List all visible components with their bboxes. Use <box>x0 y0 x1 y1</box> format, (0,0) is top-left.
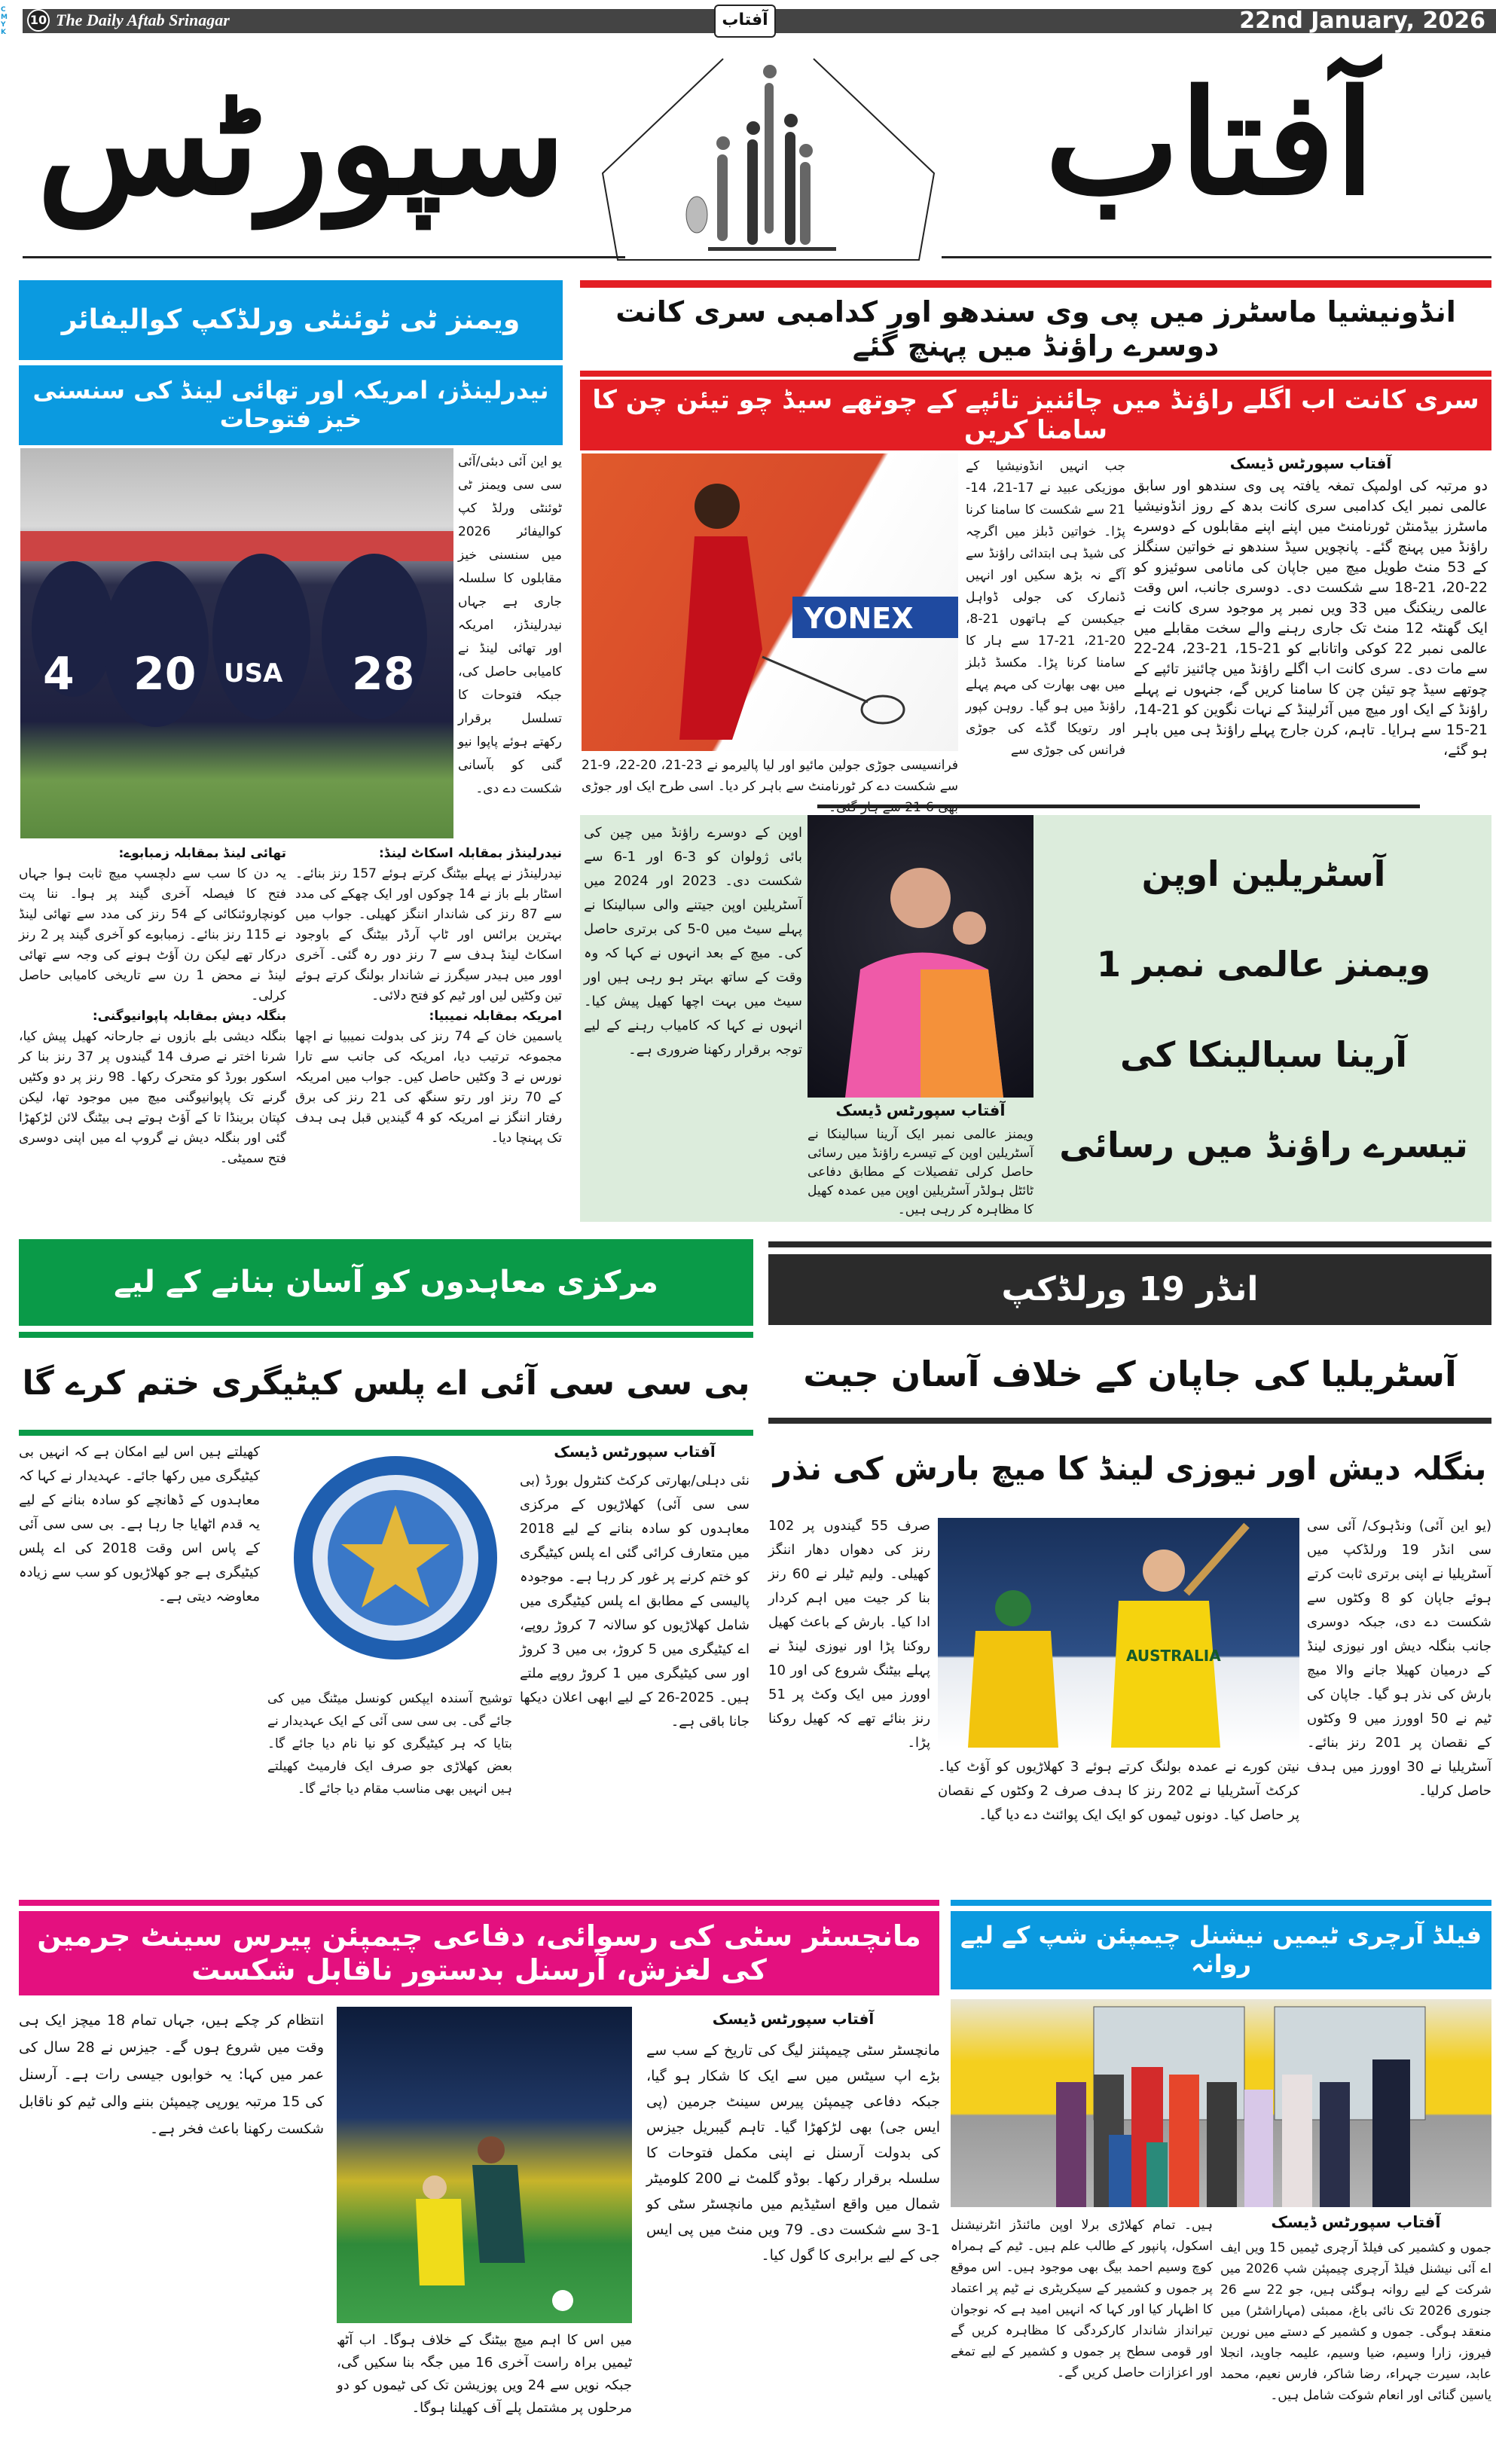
black-rule <box>768 1241 1491 1247</box>
u19-kicker <box>768 1254 1491 1325</box>
headline-line-text: تیسرے راؤنڈ میں رسائی <box>1059 1124 1468 1165</box>
u19-column-2: صرف 55 گیندوں پر 102 رنز کی دھواں دھار اننگز کھیلی۔ ولیم ٹیلر نے 60 رنز بنا کر جیت میں اہم کردار ادا کیا۔ بارش کے باعث کھیل روکنا پڑا اور نیوزی لینڈ نے پہلے بیٹنگ شروع کی اور 10 اوورز میں ایک وکٹ پر 51 رنز بنائے تھے کہ کھیل روکنا پڑا۔ <box>768 1518 931 1751</box>
indonesia-column-1: دو مرتبہ کی اولمپک تمغہ یافتہ پی وی سندھو اور سابق عالمی نمبر ایک کدامبی سری کانت بدھ کے روز انڈونیشیا ماسٹرز بیڈمنٹن ٹورنامنٹ میں اپنے اپنے مقابلوں کے دوسرے راؤنڈ میں پہنچ گئے۔ پانچویں سیڈ سندھو نے خواتین سنگلز کے 53 منٹ طویل میچ میں جاپان کی مانامی سوئیزو کو 22-20، 21-18 سے شکست دی۔ دوسری جانب، اس وقت عالمی رینکنگ میں 33 ویں نمبر پر موجود سری کانت نے ایک گھنٹہ 12 منٹ تک جاری رہنے والے سخت مقابلے میں عالمی نمبر 22 کوکی واتانابے کو 21-15، 21-23، 24-22 سے مات دی۔ سری کانت اب اگلے راؤنڈ میں چائنیز تائپے کے چوتھے سیڈ چو تیئن چن کا سامنا کریں گے، جنہوں نے پہلے راؤنڈ کے ایک اور میچ میں آئرلینڈ کے نہات نگوین کو 21-14، 21-15 سے ہرایا۔ تاہم، کرن جارج پہلے راؤنڈ ہی میں باہر ہو گئے، <box>1134 478 1488 759</box>
bcci-logo <box>290 1445 501 1678</box>
sabalenka-desk-byline: آفتاب سپورٹس ڈیسک <box>835 1101 1006 1119</box>
blue-rule <box>951 1900 1491 1906</box>
headline-text: مانچسٹر سٹی کی رسوائی، دفاعی چیمپئن پیرس سینٹ جرمین کی لغزش، آرسنل بدستور ناقابل شکست <box>37 1919 921 1986</box>
section-title: بنگلہ دیش بمقابلہ پاپوانیوگنی: <box>92 1009 286 1024</box>
headline-line <box>1040 829 1488 919</box>
archery-headline <box>951 1911 1491 1989</box>
bcci-desk-byline: آفتاب سپورٹس ڈیسک <box>554 1443 716 1461</box>
paper-name: The Daily Aftab Srinagar <box>56 11 230 29</box>
headline-line <box>1040 919 1488 1009</box>
bcci-headline <box>19 1342 753 1425</box>
section-title: امریکہ بمقابلہ نمیبیا: <box>429 1009 562 1024</box>
indonesia-subhead <box>580 380 1491 450</box>
indonesia-headline <box>580 291 1491 368</box>
red-rule <box>580 280 1491 288</box>
masthead-rule-left <box>23 256 625 258</box>
masthead-aftab: آفتاب <box>1045 59 1375 227</box>
black-rule <box>768 1418 1491 1424</box>
womens-t20-headline <box>19 365 563 445</box>
u19-column-1: (یو این آئی) ونڈہوک/ آئی سی سی انڈر 19 ورلڈکپ میں آسٹریلیا نے اپنی برتری ثابت کرتے ہوئے جاپان کو 8 وکٹوں سے شکست دے دی، جبکہ دوسری جانب بنگلہ دیش اور نیوزی لینڈ کے درمیان کھیلا جانے والا میچ بارش کی نذر ہو گیا۔ جاپان کی ٹیم نے 50 اوورز میں 9 وکٹوں کے نقصان پر 201 رنز بنائے۔ آسٹریلیا نے 30 اوورز میں ہدف حاصل کرلیا۔ <box>1307 1518 1492 1799</box>
headline-line-text: ویمنز عالمی نمبر 1 <box>1097 943 1431 985</box>
section-title: نیدرلینڈز بمقابلہ اسکاٹ لینڈ: <box>378 846 562 861</box>
indonesia-column-3: فرانسیسی جوڑی جولین مائیو اور لیا پالیرمو نے 23-21، 20-22، 9-21 سے شکست دے کر ٹورنامنٹ سے باہر کر دیا۔ اسی طرح ایک اور جوڑی <box>582 758 959 794</box>
players-silhouettes <box>20 448 453 838</box>
bcci-column-3: کھیلتے ہیں اس لیے امکان ہے کہ انہیں بی کیٹیگری میں رکھا جائے۔ عہدیدار نے کہا کہ معاہدوں کے ڈھانچے کو سادہ بنانے کے لیے یہ قدم اٹھایا جا رہا ہے۔ بی سی سی آئی کے پاس اس وقت 2018 کی اے پلس کیٹیگری ہے جو کھلاڑیوں کو سب سے زیادہ معاوضہ دیتی ہے۔ <box>19 1444 260 1605</box>
kicker-text: انڈر 19 ورلڈکپ <box>1001 1270 1259 1309</box>
section-divider <box>817 805 1420 808</box>
archery-team-photo <box>951 1999 1491 2207</box>
kicker-text: ویمنز ٹی ٹوئنٹی ورلڈکپ کوالیفائر <box>61 304 521 335</box>
football-match-photo <box>337 2007 632 2323</box>
tennis-player <box>808 815 1033 1098</box>
sabalenka-column: اوپن کے دوسرے راؤنڈ میں چین کی بائی ژولوان کو 3-6 اور 1-6 سے شکست دی۔ 2023 اور 2024 میں آسٹریلین اوپن جیتنے والی سبالینکا نے پہلے سیٹ میں 0-5 کی برتری حاصل کی۔ میچ کے بعد انہوں نے کہا کہ وہ وقت کے ساتھ بہتر ہو رہی ہیں اور سیٹ میں بہت اچھا کھیل پیش کیا۔ انہوں نے کہا کہ کامیاب رہنے کے لیے توجہ برقرار رکھنا ضروری ہے۔ <box>584 825 802 1058</box>
u19-column-3: نیتن کورے نے عمدہ بولنگ کرتے ہوئے 3 کھلاڑیوں کو آؤٹ کیا۔ کرکٹ آسٹریلیا نے 202 رنز کا ہدف صرف 2 وکٹوں کے نقصان پر حاصل کیا۔ دونوں ٹیموں کو ایک ایک پوائنٹ دے دیا گیا۔ <box>938 1759 1299 1823</box>
womens-t20-column-right <box>295 844 562 1149</box>
svg-text:YONEX: YONEX <box>804 602 914 635</box>
football-desk-byline: آفتاب سپورٹس ڈیسک <box>712 2010 875 2028</box>
headline-line-text: آسٹریلین اوپن <box>1141 853 1386 894</box>
issue-date: 22nd January, 2026 <box>1239 8 1485 34</box>
womens-t20-kicker <box>19 280 563 360</box>
masthead-rule-right <box>942 256 1491 258</box>
archery-column-1: جموں و کشمیر کی فیلڈ آرچری ٹیمیں 15 ویں ایف اے آئی نیشنل فیلڈ آرچری چیمپئن شپ 2026 میں شرکت کے لیے روانہ ہوگئی ہیں، جو 22 سے 26 جنوری 2026 تک نائی باغ، ممبئی (مہاراشٹر) میں منعقد ہوگی۔ جموں و کشمیر کے دستے میں نورین فیروز، زارا وسیم، ضیا وسیم، علیمہ جاوید، انجلا عابد، سیرت جہراء، رضا شاکر، فارس نعیم، محمد یاسین گنائی اور انعام شوکت شامل ہیں۔ <box>1220 2240 1491 2403</box>
svg-text:USA: USA <box>224 658 283 689</box>
bcci-column-2: توشیح آسندہ ایپکس کونسل میٹنگ میں کی جائے گی۔ بی سی سی آئی کے ایک عہدیدار نے بتایا کہ ہر کیٹیگری کو نیا نام دیا جائے گا۔ بعض کھلاڑی جو صرف ایک فارمیٹ کھیلتے ہیں انہیں بھی مناسب مقام دیا جائے گا۔ <box>267 1691 512 1797</box>
masthead-sports: سپورٹس <box>37 59 566 227</box>
bcci-kicker <box>19 1239 753 1326</box>
headline-line <box>1040 1009 1488 1100</box>
svg-text:4: 4 <box>43 648 75 701</box>
headline-text: فیلڈ آرچری ٹیمیں نیشنل چیمپئن شپ کے لیے روانہ <box>960 1921 1482 1978</box>
cmyk-marks: CMYK <box>1 6 8 36</box>
small-logo: آفتاب <box>714 5 776 38</box>
womens-t20-column-left <box>19 844 286 1169</box>
green-rule <box>19 1430 753 1436</box>
football-headline <box>19 1911 939 1995</box>
green-rule <box>19 1332 753 1338</box>
archery-desk-byline: آفتاب سپورٹس ڈیسک <box>1271 2213 1441 2231</box>
headline-text: نیدرلینڈز، امریکہ اور تھائی لینڈ کی سنسنی خیز فتوحات <box>32 376 549 433</box>
cricketers <box>938 1518 1299 1748</box>
paragraph: یاسمین خان کے 74 رنز کی بدولت نمیبیا نے اچھا مجموعہ ترتیب دیا، امریکہ کی جانب سے تارا نورس نے 3 وکٹیں حاصل کیں۔ جواب میں امریکہ کے 70 رنز اور رتو سنگھ کی 21 رنز کی برق رفتار اننگز نے امریکہ کو 4 گیندیں قبل ہی ہدف تک پہنچا دیا۔ <box>295 1029 562 1146</box>
pink-rule <box>19 1900 939 1906</box>
red-rule <box>580 371 1491 377</box>
football-column-2: میں اس کا اہم میچ بیٹنگ کے خلاف ہوگا۔ اب آٹھ ٹیمیں براہ راست آخری 16 میں جگہ بنا سکیں گی، جبکہ نویں سے 24 ویں پوزیشن تک کی ٹیموں کو دو مرحلوں پر مشتمل پلے آف کھیلنا ہوگا۔ <box>337 2332 632 2416</box>
indonesia-column-2: جب انہیں انڈونیشیا کے موزیکی عبید نے 17-21، 14-21 سے شکست کا سامنا کرنا پڑا۔ خواتین ڈبلز میں اگرچہ کی شیڈ ہی ابتدائی راؤنڈ سے آگے نہ بڑھ سکیں اور انہیں ڈنمارک کی جولی ڈواہل جیکبسن کے ہاتھوں 21-8، 20-21، 21-17 سے ہار کا سامنا کرنا پڑا۔ مکسڈ ڈبلز میں بھی بھارت کی مہم پہلے راؤنڈ میں ہو گیا۔ روہن کپور اور رتویکا گڈے کی جوڑی فرانس کی جوڑی سے <box>966 459 1126 758</box>
team-group <box>951 1999 1491 2207</box>
badminton-player <box>582 453 958 751</box>
indonesia-desk-byline: آفتاب سپورٹس ڈیسک <box>1229 454 1392 472</box>
football-players <box>337 2007 632 2323</box>
svg-text:AUSTRALIA: AUSTRALIA <box>1126 1647 1221 1665</box>
u19-headline-1 <box>768 1335 1491 1413</box>
headline-text: بنگلہ دیش اور نیوزی لینڈ کا میچ بارش کی نذر <box>773 1450 1487 1488</box>
headline-line-text: آرینا سبالینکا کی <box>1119 1034 1408 1075</box>
sabalenka-caption-text: ویمنز عالمی نمبر ایک آرینا سبالینکا نے آسٹریلین اوپن کے تیسرے راؤنڈ میں رسائی حاصل کرلی تفصیلات کے مطابق دفاعی ٹائٹل ہولڈر آسٹریلین اوپن میں عمدہ کھیل کا مظاہرہ کر رہی ہیں۔ <box>808 1127 1033 1217</box>
headline-text: انڈونیشیا ماسٹرز میں پی وی سندھو اور کدامبی سری کانت دوسرے راؤنڈ میں پہنچ گئے <box>615 295 1456 362</box>
usa-team-celebration-photo <box>20 448 453 838</box>
football-column-3: انتظام کر چکے ہیں، جہاں تمام 18 میچز ایک ہی وقت میں شروع ہوں گے۔ جیزس نے 28 سال کی عمر میں کہا: یہ خوابوں جیسی رات ہے۔ آرسنل کی 15 مرتبہ یورپی چیمپئن بننے والی ٹیم کو ناقابل شکست رکھنا باعث فخر ہے۔ <box>19 2012 325 2137</box>
sabalenka-headline <box>1040 829 1488 1190</box>
u19-headline-2 <box>768 1428 1491 1510</box>
kicker-text: مرکزی معاہدوں کو آسان بنانے کے لیے <box>114 1264 658 1299</box>
headline-text: آسٹریلیا کی جاپان کے خلاف آسان جیت <box>803 1353 1457 1394</box>
subhead-text: سری کانت اب اگلے راؤنڈ میں چائنیز تائپے کے چوتھے سیڈ چو تیئن چن کا سامنا کریں <box>592 384 1479 445</box>
australia-u19-photo <box>938 1518 1299 1748</box>
headline-line <box>1040 1100 1488 1190</box>
bcci-column-1: نئی دہلی/بھارتی کرکٹ کنٹرول بورڈ (بی سی سی آئی) کھلاڑیوں کے مرکزی معاہدوں کو سادہ بنانے کے لیے 2018 میں متعارف کرائی گئی اے پلس کیٹیگری کو ختم کرنے پر غور کر رہا ہے۔ موجودہ پالیسی کے مطابق اے پلس کیٹیگری میں شامل کھلاڑیوں کو سالانہ 7 کروڑ روپے، اے کیٹیگری میں 5 کروڑ، بی میں 3 کروڑ اور سی کیٹیگری میں 1 کروڑ روپے ملتے ہیں۔ 2025-26 کے لیے ابھی اعلان دیکھا جانا باقی ہے۔ <box>520 1473 750 1730</box>
football-column-1: مانچسٹر سٹی چیمپئنز لیگ کی تاریخ کے سب سے بڑے اپ سیٹس میں سے ایک کا شکار ہو گیا، جبکہ دفاعی چیمپئن پیرس سینٹ جرمین (پی ایس جی) بھی لڑکھڑا گیا۔ تاہم گیبریل جیزس کی بدولت آرسنل نے اپنی مکمل فتوحات کا سلسلہ برقرار رکھا۔ بوڈو گلمٹ نے 200 کلومیٹر شمال میں واقع اسٹیڈیم میں مانچسٹر سٹی کو 1-3 سے شکست دی۔ 79 ویں منٹ میں پی ایس جی کے لیے برابری کا گول کیا۔ <box>646 2042 940 2264</box>
headline-text: بی سی سی آئی اے پلس کیٹیگری ختم کرے گا <box>22 1364 750 1403</box>
paragraph: بنگلہ دیشی بلے بازوں نے جارحانہ کھیل پیش کیا، شرنا اختر نے صرف 14 گیندوں پر 37 رنز بنا کر اسکور بورڈ کو متحرک رکھا۔ 98 رنز پر دو وکٹیں گرنے تک پاپوانیوگنی میچ میں موجود تھا، لیکن کپتان برینڈا تا کے آؤٹ ہوتے ہی بیٹنگ لائن لڑکھڑا گئی اور بنگلہ دیش نے گروپ اے میں اپنی دوسری فتح سمیٹی۔ <box>19 1029 286 1166</box>
sabalenka-photo <box>808 815 1033 1098</box>
paragraph: یہ دن کا سب سے دلچسپ میچ ثابت ہوا جہاں فتح کا فیصلہ آخری گیند پر ہوا۔ ننا پت کونچاروئنکائی کے 54 رنز کی مدد سے تھائی لینڈ نے 115 رنز بنائے۔ زمبابوے کو آخری گیند پر 2 رنز درکار تھے لیکن رن آؤٹ ہونے کی وجہ سے تھائی لینڈ نے محض 1 رن سے تاریخی کامیابی حاصل کرلی۔ <box>19 866 287 1003</box>
paragraph: نیدرلینڈز نے پہلے بیٹنگ کرتے ہوئے 157 رنز بنائے۔ اسٹار بلے باز نے 14 چوکوں اور ایک چھکے کی مدد سے 87 رنز کی شاندار اننگز کھیلی۔ جواب میں بہترین برائس اور ٹاپ آرڈر بیٹنگ کے باوجود اسکاٹ لینڈ ہدف سے 7 رنز دور رہ گئی۔ آخری اوور میں ہیدر سیگرز نے شاندار بولنگ کرتے ہوئے تین وکٹیں لیں اور ٹیم کو فتح دلائی۔ <box>295 866 562 1003</box>
sindhu-photo <box>582 453 958 751</box>
sports-figures-emblem <box>572 53 964 264</box>
page-number: 10 <box>27 9 50 32</box>
archery-column-2: ہیں۔ تمام کھلاڑی برلا اوپن مائنڈز انٹرنیشنل اسکول، پانپور کے طالب علم ہیں۔ ٹیم کے ہمراہ کوچ وسیم احمد بیگ بھی موجود ہیں۔ اس موقع پر جموں و کشمیر کے سیکریٹری نے ٹیم پر اعتماد کا اظہار کیا اور کہا کہ انہیں امید ہے کہ نوجوان تیرانداز شاندار کارکردگی کا مظاہرہ کریں گے اور قومی سطح پر جموں و کشمیر کے لیے تمغے اور اعزازات حاصل کریں گے۔ <box>951 2218 1213 2380</box>
svg-text:20: 20 <box>133 648 197 701</box>
womens-t20-intro: یو این آئی دبئی/آئی سی سی ویمنز ٹی ٹوئنٹی ورلڈ کپ کوالیفائر 2026 میں سنسنی خیز مقابلوں کا سلسلہ جاری ہے جہاں نیدرلینڈز، امریکہ اور تھائی لینڈ نے کامیابی حاصل کی، جبکہ فتوحات کا تسلسل برقرار رکھتے ہوئے پاپوا نیو گنی کو بآسانی شکست دے دی۔ <box>458 454 562 796</box>
svg-text:28: 28 <box>352 648 415 701</box>
section-title: تھائی لینڈ بمقابلہ زمبابوے: <box>118 846 286 861</box>
